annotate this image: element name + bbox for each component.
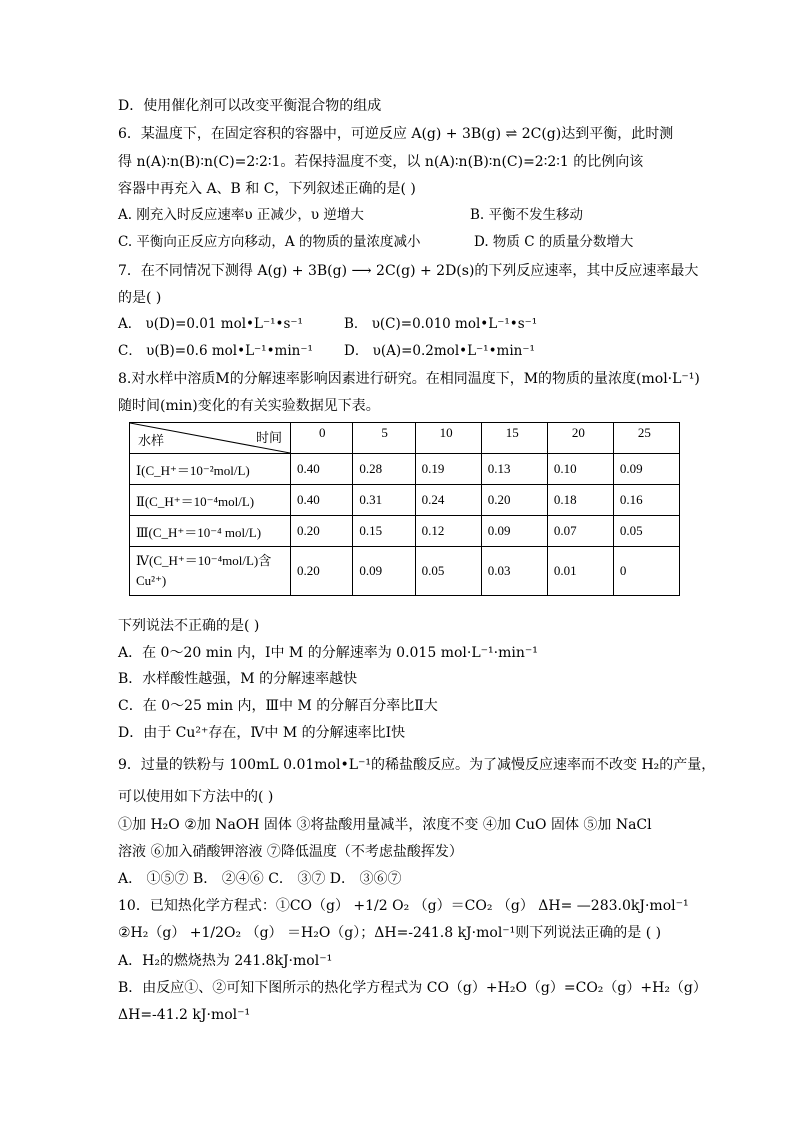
- question-10-eq-1: 10．已知热化学方程式：①CO（g） +1/2 O₂ （g）＝CO₂ （g） ΔH= —283.0kJ·mol⁻¹: [118, 898, 689, 914]
- question-7-option-d: D． υ(A)=0.2mol•L⁻¹•min⁻¹: [344, 343, 535, 359]
- time-header-cell: 20: [547, 423, 613, 454]
- question-10-option-a: A．H₂的燃烧热为 241.8kJ·mol⁻¹: [118, 953, 333, 969]
- question-8-option-d: D．由于 Cu²⁺存在，Ⅳ中 M 的分解速率比Ⅰ快: [118, 725, 406, 741]
- question-8-prompt: 下列说法不正确的是( ): [118, 618, 260, 634]
- question-6-option-a: A. 刚充入时反应速率υ 正减少，υ 逆增大: [118, 207, 364, 223]
- table-cell: 0.05: [613, 516, 679, 547]
- row-label: Ⅱ(C_H⁺＝10⁻⁴mol/L): [130, 485, 291, 516]
- time-header-cell: 15: [481, 423, 547, 454]
- table-cell: 0.40: [291, 485, 353, 516]
- table-row: [130, 516, 680, 547]
- question-6-option-b: B. 平衡不发生移动: [470, 207, 584, 223]
- table-cell: 0.13: [481, 454, 547, 485]
- question-7-option-b: B． υ(C)=0.010 mol•L⁻¹•s⁻¹: [344, 316, 538, 332]
- table-cell: 0: [613, 547, 679, 596]
- table-corner-cell: [130, 423, 291, 454]
- question-9-methods-1: ①加 H₂O ②加 NaOH 固体 ③将盐酸用量减半，浓度不变 ④加 CuO 固体 ⑤加 NaCl: [118, 817, 652, 833]
- question-6-option-d: D. 物质 C 的质量分数增大: [474, 234, 634, 250]
- question-9-methods-2: 溶液 ⑥加入硝酸钾溶液 ⑦降低温度（不考虑盐酸挥发）: [118, 844, 463, 860]
- question-8-stem-2: 随时间(min)变化的有关实验数据见下表。: [118, 398, 380, 414]
- table-cell: 0.03: [481, 547, 547, 596]
- line-d-catalyst: D．使用催化剂可以改变平衡混合物的组成: [118, 98, 382, 114]
- corner-bottom-label: 水样: [138, 433, 165, 448]
- question-10-option-b-2: ΔH=-41.2 kJ·mol⁻¹: [118, 1007, 251, 1023]
- time-header-cell: 0: [291, 423, 353, 454]
- table-cell: 0.01: [547, 547, 613, 596]
- question-6-stem-3: 容器中再充入 A、B 和 C，下列叙述正确的是( ): [118, 181, 416, 197]
- table-cell: 0.31: [353, 485, 415, 516]
- table-cell: 0.15: [353, 516, 415, 547]
- corner-top-label: 时间: [255, 430, 282, 445]
- row-label: Ⅰ(C_H⁺＝10⁻²mol/L): [130, 454, 291, 485]
- table-cell: 0.09: [481, 516, 547, 547]
- table-cell: 0.20: [291, 516, 353, 547]
- question-7-option-a: A． υ(D)=0.01 mol•L⁻¹•s⁻¹: [118, 316, 303, 332]
- table-cell: 0.09: [353, 547, 415, 596]
- row-label: Ⅲ(C_H⁺＝10⁻⁴ mol/L): [130, 516, 291, 547]
- question-6-stem-1: 6．某温度下，在固定容积的容器中，可逆反应 A(g) + 3B(g) ⇌ 2C(g)达到平衡，此时测: [118, 126, 674, 142]
- table-cell: 0.05: [415, 547, 481, 596]
- question-8-stem-1: 8.对水样中溶质M的分解速率影响因素进行研究。在相同温度下，M的物质的量浓度(mol·L⁻¹): [118, 371, 700, 387]
- question-7-stem-1: 7．在不同情况下测得 A(g) + 3B(g) ⟶ 2C(g) + 2D(s)的下列反应速率，其中反应速率最大: [118, 263, 699, 279]
- question-8-option-b: B．水样酸性越强，M 的分解速率越快: [118, 671, 358, 687]
- question-6-stem-2: 得 n(A)∶n(B)∶n(C)=2∶2∶1。若保持温度不变，以 n(A)∶n(B)∶n(C)=2∶2∶1 的比例向该: [118, 154, 644, 170]
- table-cell: 0.18: [547, 485, 613, 516]
- table-cell: 0.20: [481, 485, 547, 516]
- question-9-options: A． ①⑤⑦ B． ②④⑥ C． ③⑦ D． ③⑥⑦: [118, 871, 402, 887]
- table-cell: 0.16: [613, 485, 679, 516]
- question-9-stem-2: 可以使用如下方法中的( ): [118, 789, 274, 805]
- question-8-option-c: C．在 0～25 min 内，Ⅲ中 M 的分解百分率比Ⅱ大: [118, 698, 438, 714]
- table-row: [130, 485, 680, 516]
- table-cell: 0.28: [353, 454, 415, 485]
- question-7-stem-2: 的是( ): [118, 290, 162, 306]
- question-8-option-a: A．在 0～20 min 内，Ⅰ中 M 的分解速率为 0.015 mol·L⁻¹·min⁻¹: [118, 645, 538, 661]
- table-cell: 0.12: [415, 516, 481, 547]
- table-cell: 0.24: [415, 485, 481, 516]
- table-row: [130, 454, 680, 485]
- question-10-eq-2: ②H₂（g） +1/2O₂ （g） ＝H₂O（g）；ΔH=-241.8 kJ·mol⁻¹则下列说法正确的是 ( ): [118, 925, 662, 941]
- table-cell: 0.07: [547, 516, 613, 547]
- table-cell: 0.19: [415, 454, 481, 485]
- time-header-cell: 5: [353, 423, 415, 454]
- table-cell: 0.10: [547, 454, 613, 485]
- row-label: Ⅳ(C_H⁺＝10⁻⁴mol/L)含Cu²⁺): [130, 547, 291, 596]
- table-cell: 0.09: [613, 454, 679, 485]
- time-header-cell: 10: [415, 423, 481, 454]
- question-10-option-b-1: B．由反应①、②可知下图所示的热化学方程式为 CO（g）+H₂O（g）=CO₂（g）+H₂（g）: [118, 980, 707, 996]
- question-7-option-c: C． υ(B)=0.6 mol•L⁻¹•min⁻¹: [118, 343, 313, 359]
- table-cell: 0.20: [291, 547, 353, 596]
- time-header-cell: 25: [613, 423, 679, 454]
- table-header-row: [130, 423, 680, 454]
- table-cell: 0.40: [291, 454, 353, 485]
- question-6-option-c: C. 平衡向正反应方向移动，A 的物质的量浓度减小: [118, 234, 421, 250]
- concentration-table: [129, 422, 680, 596]
- question-9-stem-1: 9．过量的铁粉与 100mL 0.01mol•L⁻¹的稀盐酸反应。为了减慢反应速率而不改变 H₂的产量，: [118, 757, 716, 773]
- table-row: [130, 547, 680, 596]
